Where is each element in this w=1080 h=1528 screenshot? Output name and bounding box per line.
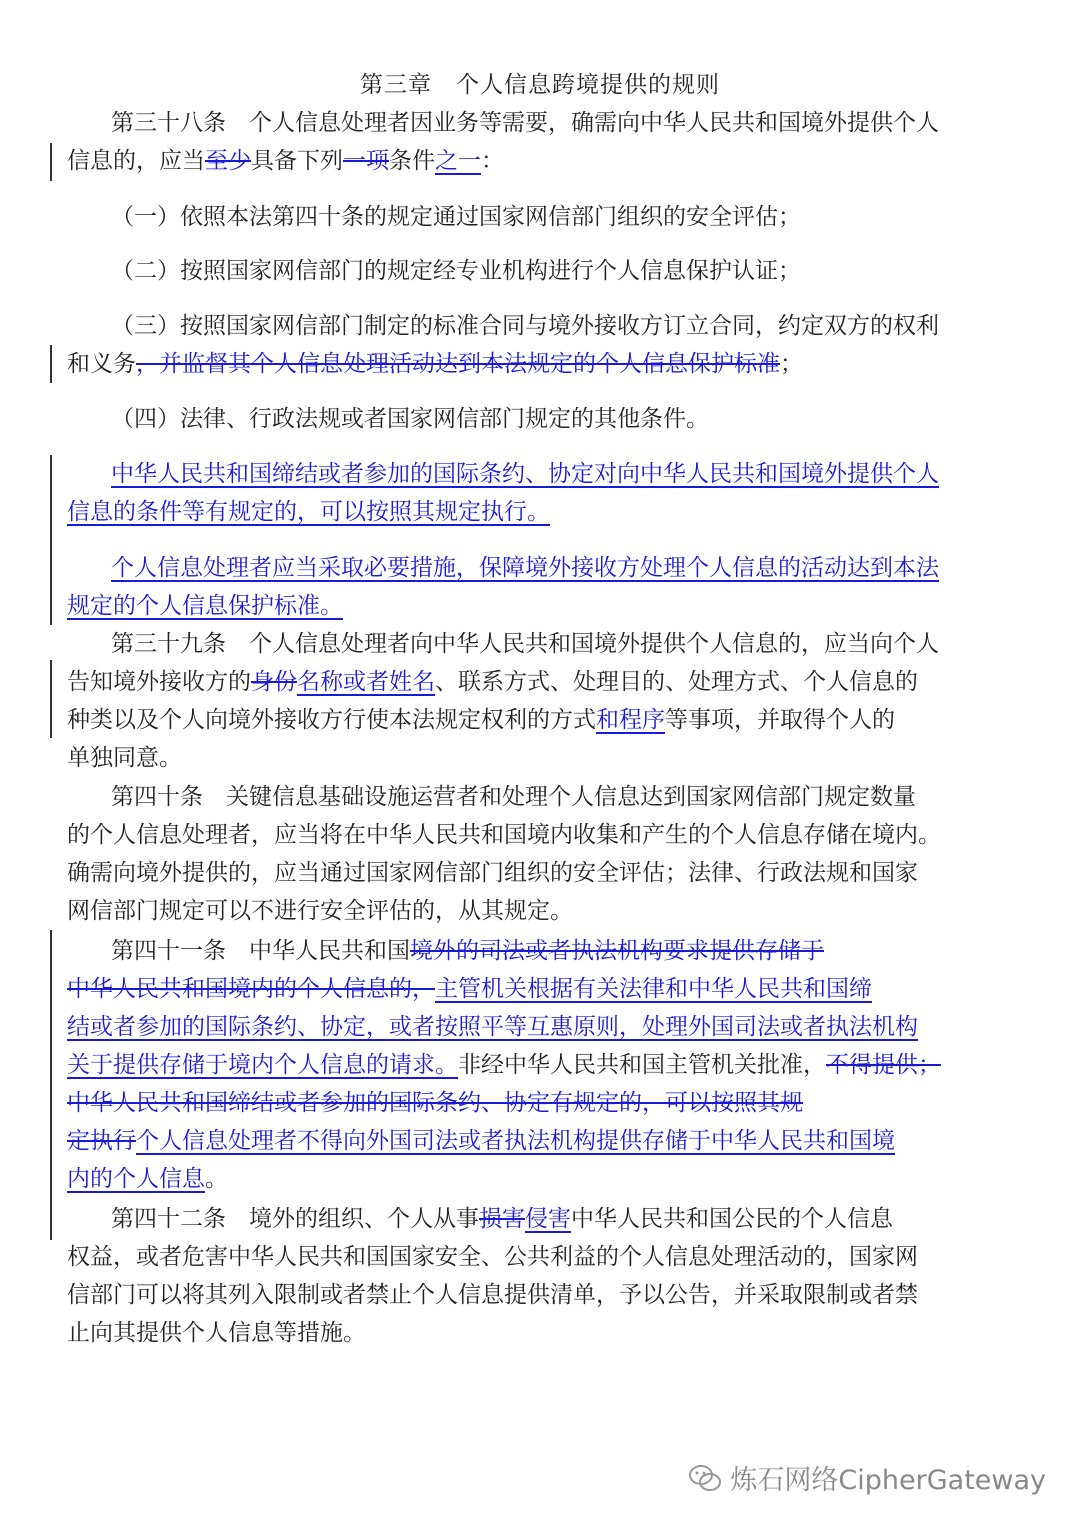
inserted-text: 关于提供存储于境内个人信息的请求。 <box>67 1052 458 1078</box>
line <box>67 701 1017 739</box>
revision-bar <box>50 455 52 625</box>
inserted-text: 个人信息处理者不得向外国司法或者执法机构提供存储于中华人民共和国境 <box>136 1128 895 1154</box>
line <box>67 142 1017 180</box>
inserted-text: 侵害 <box>525 1206 571 1232</box>
line: 止向其提供个人信息等措施。 <box>67 1320 366 1346</box>
line: 信部门可以将其列入限制或者禁止个人信息提供清单，予以公告，并采取限制或者禁 <box>67 1282 918 1308</box>
line: 第四十条 关键信息基础设施运营者和处理个人信息达到国家网信部门规定数量 <box>111 784 916 810</box>
line <box>67 1084 1017 1122</box>
text: 第四十一条 中华人民共和国 <box>111 938 410 964</box>
line: 网信部门规定可以不进行安全评估的，从其规定。 <box>67 898 573 924</box>
text: 等事项，并取得个人的 <box>665 707 895 733</box>
inserted-paragraph-1 <box>67 455 1017 531</box>
text: 信息的，应当 <box>67 148 205 174</box>
item-1 <box>67 198 1017 236</box>
line <box>67 1160 1017 1198</box>
inserted-text: 名称或者姓名 <box>297 669 435 695</box>
deleted-text: 境外的司法或者执法机构要求提供存储于 <box>410 938 824 964</box>
inserted-text: 主管机关根据有关法律和中华人民共和国缔 <box>435 976 872 1002</box>
line <box>67 1122 1017 1160</box>
text: ： <box>481 148 504 174</box>
deleted-text: 损害 <box>479 1206 525 1232</box>
inserted-text: 和程序 <box>596 707 665 733</box>
line <box>67 345 1017 383</box>
deleted-text: 一项 <box>343 148 389 174</box>
line: 第三十九条 个人信息处理者向中华人民共和国境外提供个人信息的，应当向个人 <box>111 631 939 657</box>
line <box>67 1008 1017 1046</box>
inserted-text: 之一 <box>435 148 481 174</box>
watermark-text: 炼石网络CipherGateway <box>730 1465 1046 1496</box>
deleted-text: 不得提供； <box>826 1052 941 1078</box>
item-2 <box>67 252 1017 290</box>
inserted-paragraph-2 <box>67 549 1017 625</box>
article-41 <box>67 932 1017 1198</box>
line <box>67 932 1017 970</box>
line <box>67 663 1017 701</box>
deleted-text: 至少 <box>205 148 251 174</box>
text: 、联系方式、处理目的、处理方式、个人信息的 <box>435 669 918 695</box>
line <box>67 970 1017 1008</box>
watermark <box>688 1458 1046 1497</box>
text: 第四十二条 境外的组织、个人从事 <box>111 1206 479 1232</box>
line <box>67 1200 1017 1238</box>
text: 非经中华人民共和国主管机关批准， <box>458 1052 826 1078</box>
deleted-text: 定执行 <box>67 1128 136 1154</box>
line: 确需向境外提供的，应当通过国家网信部门组织的安全评估；法律、行政法规和国家 <box>67 860 918 886</box>
deleted-text: 身份 <box>251 669 297 695</box>
inserted-text: 内的个人信息 <box>67 1166 205 1192</box>
revision-bar <box>50 930 52 1240</box>
article-38 <box>67 104 1017 180</box>
text: 。 <box>205 1166 228 1192</box>
article-40 <box>67 778 1017 930</box>
inserted-text: 规定的个人信息保护标准。 <box>67 593 343 619</box>
line <box>67 1046 1017 1084</box>
inserted-text: 信息的条件等有规定的，可以按照其规定执行。 <box>67 499 550 525</box>
line: （四）法律、行政法规或者国家网信部门规定的其他条件。 <box>111 406 709 432</box>
wechat-icon <box>688 1463 722 1493</box>
line: 第三十八条 个人信息处理者因业务等需要，确需向中华人民共和国境外提供个人 <box>111 110 939 136</box>
deleted-text: ，并监督其个人信息处理活动达到本法规定的个人信息保护标准 <box>136 351 780 377</box>
chapter-title: 第三章 个人信息跨境提供的规则 <box>360 72 720 98</box>
item-4 <box>67 400 1017 438</box>
line: （一）依照本法第四十条的规定通过国家网信部门组织的安全评估； <box>111 204 801 230</box>
article-39 <box>67 625 1017 777</box>
line: 的个人信息处理者，应当将在中华人民共和国境内收集和产生的个人信息存储在境内。 <box>67 822 941 848</box>
line: （三）按照国家网信部门制定的标准合同与境外接收方订立合同，约定双方的权利 <box>111 313 939 339</box>
text: 具备下列 <box>251 148 343 174</box>
line: （二）按照国家网信部门的规定经专业机构进行个人信息保护认证； <box>111 258 801 284</box>
item-3 <box>67 307 1017 383</box>
text: ； <box>780 351 803 377</box>
revision-bar <box>50 345 52 383</box>
inserted-text: 个人信息处理者应当采取必要措施，保障境外接收方处理个人信息的活动达到本法 <box>111 555 939 581</box>
text: 条件 <box>389 148 435 174</box>
revision-bar <box>50 660 52 738</box>
text: 中华人民共和国公民的个人信息 <box>571 1206 893 1232</box>
inserted-text: 中华人民共和国缔结或者参加的国际条约、协定对向中华人民共和国境外提供个人 <box>111 461 939 487</box>
text: 种类以及个人向境外接收方行使本法规定权利的方式 <box>67 707 596 733</box>
revision-bar <box>50 143 52 181</box>
line: 权益，或者危害中华人民共和国国家安全、公共利益的个人信息处理活动的，国家网 <box>67 1244 918 1270</box>
text: 和义务 <box>67 351 136 377</box>
deleted-text: 中华人民共和国境内的个人信息的， <box>67 976 435 1002</box>
deleted-text: 中华人民共和国缔结或者参加的国际条约、协定有规定的，可以按照其规 <box>67 1090 803 1116</box>
line: 单独同意。 <box>67 745 182 771</box>
article-42 <box>67 1200 1017 1352</box>
text: 告知境外接收方的 <box>67 669 251 695</box>
inserted-text: 结或者参加的国际条约、协定，或者按照平等互惠原则，处理外国司法或者执法机构 <box>67 1014 918 1040</box>
